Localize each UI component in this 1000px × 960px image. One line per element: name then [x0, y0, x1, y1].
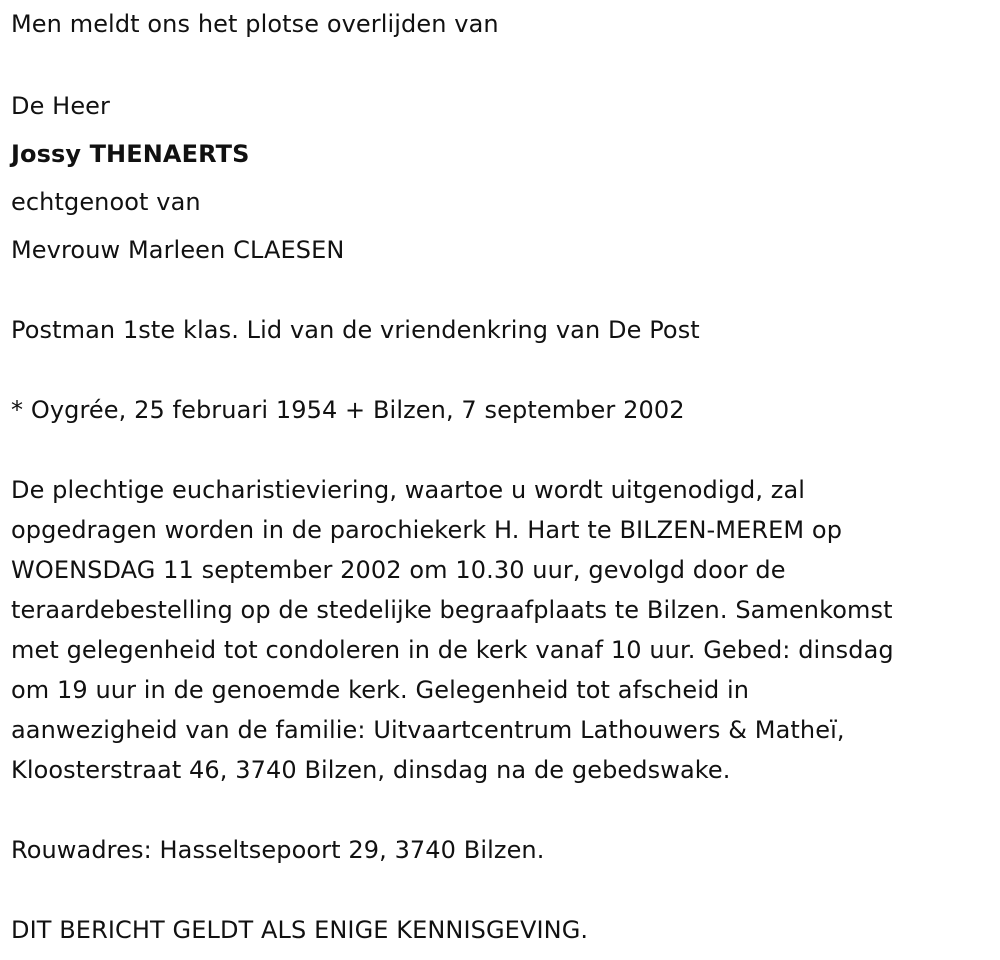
- intro-text: Men meldt ons het plotse overlijden van: [11, 10, 499, 38]
- ceremony-line: Kloosterstraat 46, 3740 Bilzen, dinsdag na de gebedswake.: [11, 756, 731, 784]
- deceased-name: Jossy THENAERTS: [11, 140, 250, 168]
- closing-statement: DIT BERICHT GELDT ALS ENIGE KENNISGEVING.: [11, 916, 589, 944]
- ceremony-paragraph: [11, 470, 991, 790]
- ceremony-line: om 19 uur in de genoemde kerk. Gelegenheid tot afscheid in: [11, 676, 750, 704]
- ceremony-line: opgedragen worden in de parochiekerk H. Hart te BILZEN-MEREM op: [11, 516, 843, 544]
- ceremony-line: aanwezigheid van de familie: Uitvaartcentrum Lathouwers & Matheï,: [11, 716, 845, 744]
- occupation-text: Postman 1ste klas. Lid van de vriendenkring van De Post: [11, 316, 700, 344]
- ceremony-line: teraardebestelling op de stedelijke begraafplaats te Bilzen. Samenkomst: [11, 596, 893, 624]
- honorific: De Heer: [11, 92, 111, 120]
- relation-text: echtgenoot van: [11, 188, 201, 216]
- ceremony-line: met gelegenheid tot condoleren in de kerk vanaf 10 uur. Gebed: dinsdag: [11, 636, 894, 664]
- mourning-address: Rouwadres: Hasseltsepoort 29, 3740 Bilzen.: [11, 836, 545, 864]
- ceremony-line: WOENSDAG 11 september 2002 om 10.30 uur, gevolgd door de: [11, 556, 786, 584]
- ceremony-line: De plechtige eucharistieviering, waartoe u wordt uitgenodigd, zal: [11, 476, 806, 504]
- birth-death-dates: * Oygrée, 25 februari 1954 + Bilzen, 7 september 2002: [11, 396, 685, 424]
- spouse-name: Mevrouw Marleen CLAESEN: [11, 236, 345, 264]
